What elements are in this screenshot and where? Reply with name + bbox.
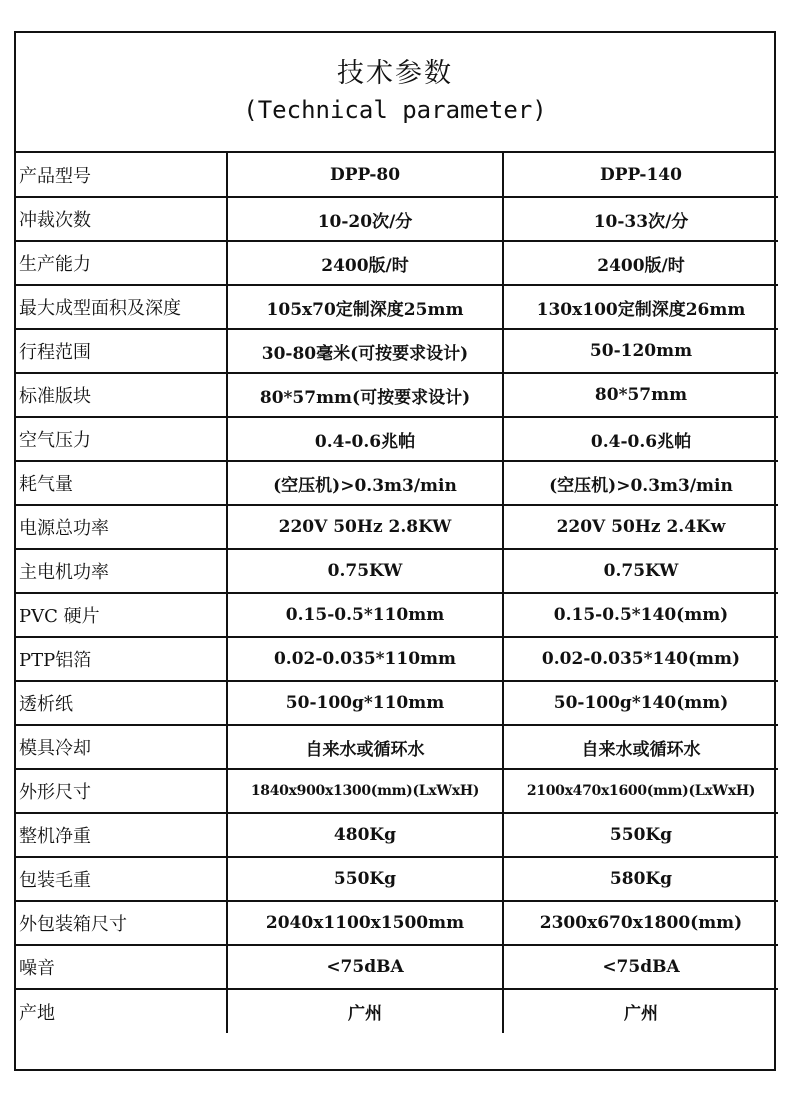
table-row: [16, 681, 778, 725]
table-row: [16, 769, 778, 813]
row-label: 电源总功率: [16, 505, 227, 549]
page-title: 技术参数: [337, 58, 453, 89]
value-dpp80: 0.75KW: [227, 549, 503, 593]
value-dpp80: 50-100g*110mm: [227, 681, 503, 725]
row-label: 耗气量: [16, 461, 227, 505]
value-dpp80: 1840x900x1300(mm)(LxWxH): [227, 769, 503, 813]
value-dpp140: 0.15-0.5*140(mm): [503, 593, 778, 637]
table-row: [16, 857, 778, 901]
table-row: [16, 637, 778, 681]
row-label: PTP铝箔: [16, 637, 227, 681]
value-dpp140: 580Kg: [503, 857, 778, 901]
value-dpp140: 80*57mm: [503, 373, 778, 417]
row-label: 外形尺寸: [16, 769, 227, 813]
value-dpp140: 2400版/时: [503, 241, 778, 285]
table-row: [16, 593, 778, 637]
table-row: [16, 989, 778, 1033]
value-dpp80: <75dBA: [227, 945, 503, 989]
row-label: 行程范围: [16, 329, 227, 373]
row-label: 噪音: [16, 945, 227, 989]
row-label: 产品型号: [16, 153, 227, 197]
parameter-table-body: [16, 153, 778, 1033]
value-dpp80: 220V 50Hz 2.8KW: [227, 505, 503, 549]
value-dpp140: (空压机)>0.3m3/min: [503, 461, 778, 505]
table-row: [16, 285, 778, 329]
value-dpp140: 220V 50Hz 2.4Kw: [503, 505, 778, 549]
value-dpp140: 130x100定制深度26mm: [503, 285, 778, 329]
value-dpp80: 105x70定制深度25mm: [227, 285, 503, 329]
value-dpp140: 50-120mm: [503, 329, 778, 373]
value-dpp140: DPP-140: [503, 153, 778, 197]
table-row: [16, 945, 778, 989]
value-dpp140: 2300x670x1800(mm): [503, 901, 778, 945]
row-label: 模具冷却: [16, 725, 227, 769]
row-label: 产地: [16, 989, 227, 1033]
value-dpp140: 50-100g*140(mm): [503, 681, 778, 725]
technical-parameter-sheet: [14, 31, 776, 1071]
table-row: [16, 153, 778, 197]
value-dpp80: 0.4-0.6兆帕: [227, 417, 503, 461]
value-dpp80: 10-20次/分: [227, 197, 503, 241]
value-dpp140: 10-33次/分: [503, 197, 778, 241]
value-dpp80: (空压机)>0.3m3/min: [227, 461, 503, 505]
value-dpp80: 0.02-0.035*110mm: [227, 637, 503, 681]
row-label: PVC 硬片: [16, 593, 227, 637]
value-dpp80: DPP-80: [227, 153, 503, 197]
value-dpp140: <75dBA: [503, 945, 778, 989]
table-row: [16, 241, 778, 285]
value-dpp80: 自来水或循环水: [227, 725, 503, 769]
table-row: [16, 197, 778, 241]
row-label: 最大成型面积及深度: [16, 285, 227, 329]
value-dpp140: 550Kg: [503, 813, 778, 857]
page-subtitle: (Technical parameter): [243, 96, 547, 124]
table-row: [16, 373, 778, 417]
row-label: 包装毛重: [16, 857, 227, 901]
table-row: [16, 461, 778, 505]
value-dpp80: 2040x1100x1500mm: [227, 901, 503, 945]
table-row: [16, 505, 778, 549]
value-dpp80: 0.15-0.5*110mm: [227, 593, 503, 637]
row-label: 整机净重: [16, 813, 227, 857]
value-dpp80: 550Kg: [227, 857, 503, 901]
row-label: 标准版块: [16, 373, 227, 417]
value-dpp140: 2100x470x1600(mm)(LxWxH): [503, 769, 778, 813]
value-dpp80: 80*57mm(可按要求设计): [227, 373, 503, 417]
value-dpp140: 广州: [624, 1004, 658, 1024]
table-row: [16, 725, 778, 769]
title-block: [16, 33, 774, 153]
row-label: 主电机功率: [16, 549, 227, 593]
row-label: 冲裁次数: [16, 197, 227, 241]
row-label: 透析纸: [16, 681, 227, 725]
parameter-table: [16, 153, 778, 1033]
table-row: [16, 549, 778, 593]
table-row: [16, 901, 778, 945]
row-label: 空气压力: [16, 417, 227, 461]
value-dpp80: 广州: [227, 989, 503, 1033]
table-row: [16, 417, 778, 461]
table-row: [16, 329, 778, 373]
value-dpp140: 0.02-0.035*140(mm): [503, 637, 778, 681]
row-label: 外包装箱尺寸: [16, 901, 227, 945]
value-dpp140: 0.4-0.6兆帕: [503, 417, 778, 461]
value-dpp80: 2400版/时: [227, 241, 503, 285]
value-dpp80: 480Kg: [227, 813, 503, 857]
row-label: 生产能力: [16, 241, 227, 285]
table-row: [16, 813, 778, 857]
value-dpp140: 自来水或循环水: [503, 725, 778, 769]
value-dpp80: 30-80毫米(可按要求设计): [227, 329, 503, 373]
value-dpp140: 0.75KW: [503, 549, 778, 593]
